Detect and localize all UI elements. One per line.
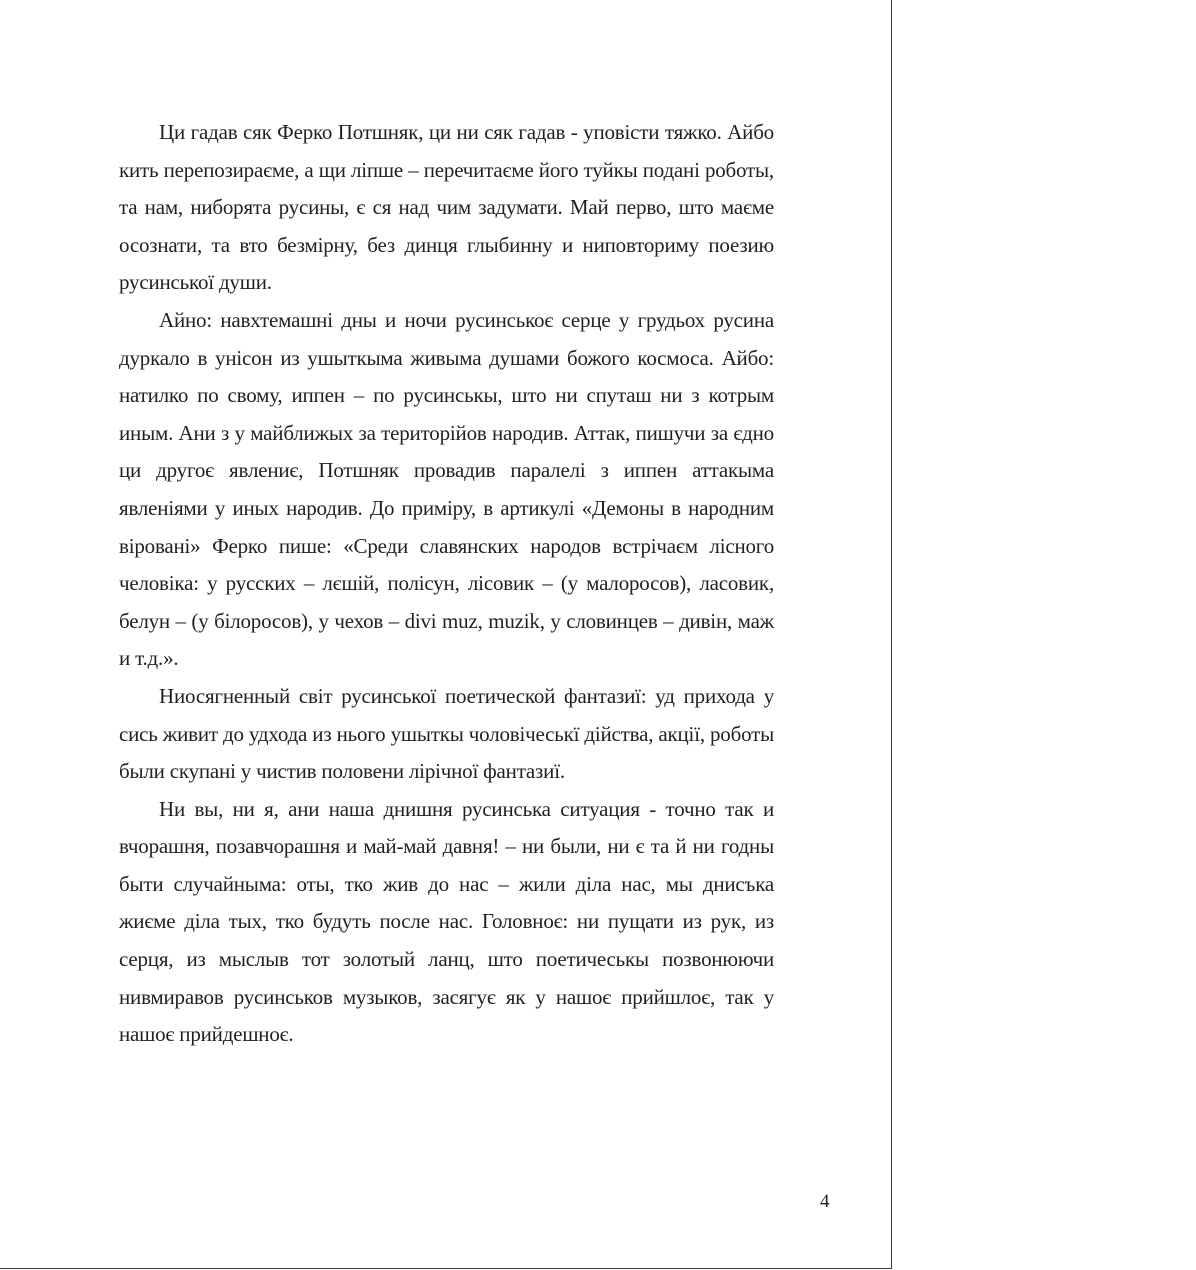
paragraph-4: Ни вы, ни я, ани наша днишня русинська ситуация - точно так и вчорашня, позавчорашня и май-май давня! – ни были, ни є та й ни годны быти случайныма: оты, тко жив до нас – жили діла нас, мы днисъка жиєме діла тых, тко будуть после нас. Головноє: ни пущати из рук, из серця, из мыслыв тот золотый ланц, што поетичеськы позвонюючи нивмиравов русинськов музыков, засягує як у нашоє прийшлоє, так у нашоє прийдешноє. <box>119 796 774 1047</box>
paragraph-3: Ниосягненный світ русинської поетической фантазиї: уд прихода у сись живит до удхода из нього ушыткы чоловічеськї дійства, акції, роботы были скупані у чистив половени лірічної фантазиї. <box>119 683 774 784</box>
paragraph-1: Ци гадав сяк Ферко Потшняк, ци ни сяк гадав - уповісти тяжко. Айбо кить перепозираєме, а щи ліпше – перечитаєме його туйкы подані роботы, та нам, ниборята русины, є ся над чим задумати. Май перво, што маєме осознати, та вто безмірну, без динця глыбинну и ниповториму поезию русинської души. <box>119 120 774 295</box>
paragraph-2: Айно: навхтемашні дны и ночи русинськоє серце у грудьох русина дуркало в унісон из ушыткыма живыма душами божого космоса. Айбо: натилко по свому, иппен – по русинськы, што ни спуташ ни з котрым иным. Ани з у майближых за територійов народив. Аттак, пишучи за єдно ци другоє явлениє, Потшняк провадив паралелі з иппен аттакыма явленіями у иных народив. До приміру, в артикулі «Демоны в народним віровані» Ферко пише: «Среди славянских народов встрічаєм лісного человіка: у русских – лєшій, полісун, лісовик – (у малоросов), ласовик, белун – (у білоросов), у чехов – divi muz, muzik, у словинцев – дивін, маж и т.д.». <box>119 307 774 671</box>
page-number: 4 <box>820 1191 830 1212</box>
body-text <box>119 114 774 1054</box>
